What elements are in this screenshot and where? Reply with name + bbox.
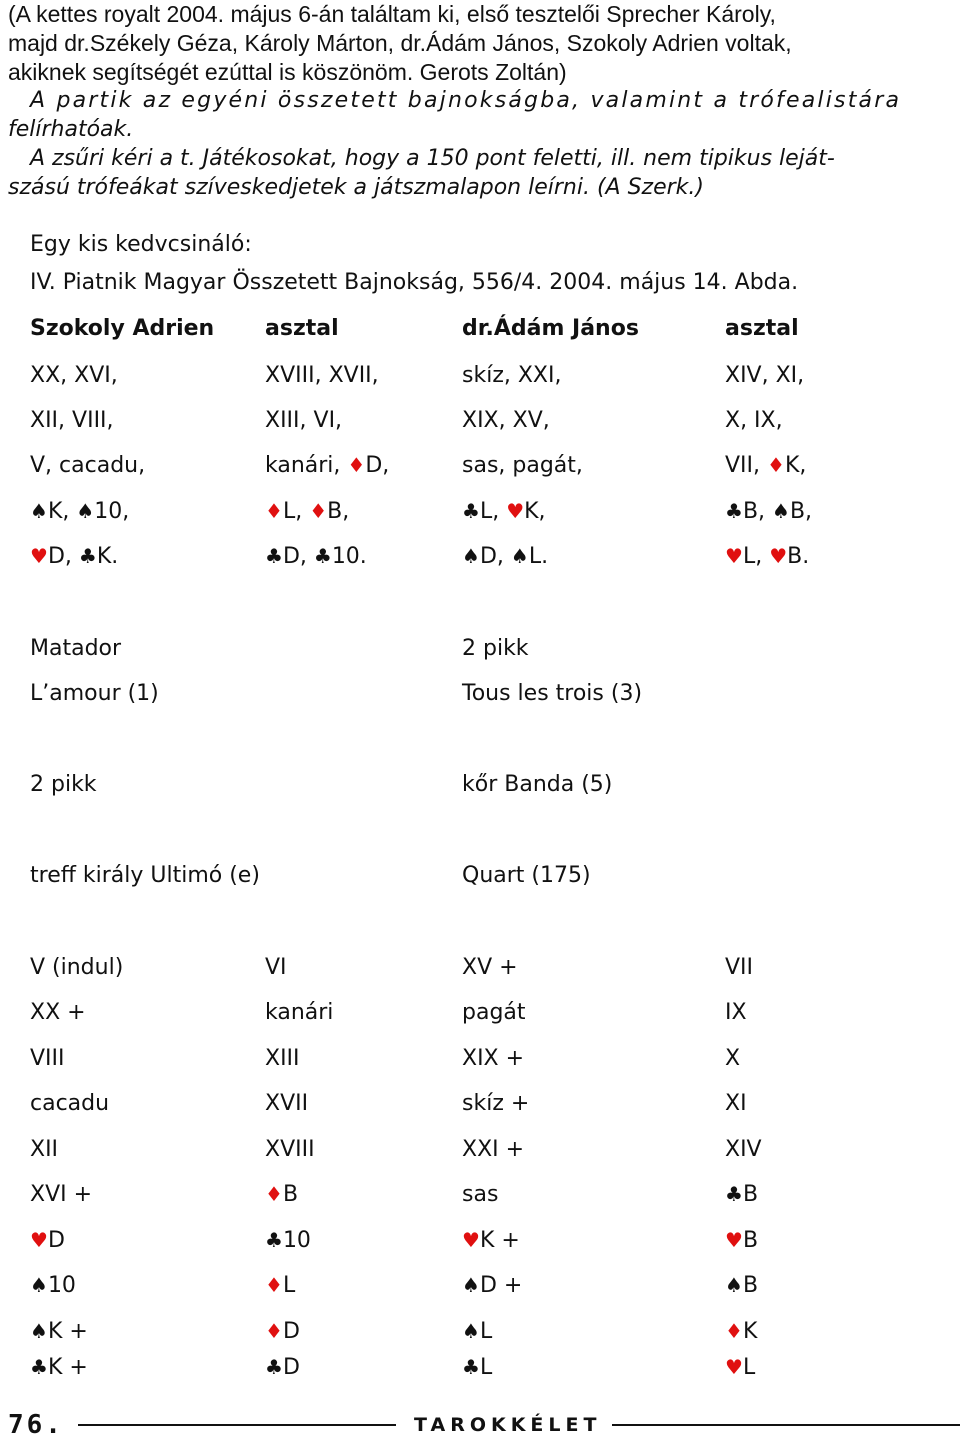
spade-icon: ♠	[462, 1319, 480, 1343]
deal-cell: X, IX,	[725, 408, 783, 433]
play-cell: XI	[725, 1091, 747, 1116]
play-cell: ♣D	[265, 1355, 300, 1380]
club-icon: ♣	[265, 1355, 283, 1379]
spade-icon: ♠	[76, 499, 95, 523]
play-cell: XIV	[725, 1137, 762, 1162]
play-cell: IX	[725, 1000, 747, 1025]
spade-icon: ♠	[725, 1273, 743, 1297]
play-cell: XIII	[265, 1046, 300, 1071]
heart-icon: ♥	[30, 1228, 48, 1252]
play-cell: ♦B	[265, 1182, 299, 1207]
play-cell: VII	[725, 955, 754, 980]
club-icon: ♣	[462, 499, 480, 523]
teaser-heading: Egy kis kedvcsináló:	[30, 232, 252, 257]
play-cell: ♥B	[725, 1228, 759, 1253]
diamond-icon: ♦	[347, 453, 366, 477]
play-cell: ♠10	[30, 1273, 76, 1298]
diamond-icon: ♦	[265, 1273, 283, 1297]
play-cell: ♠D +	[462, 1273, 523, 1298]
deal-cell: kanári, ♦D,	[265, 453, 390, 478]
deal-cell: XII, VIII,	[30, 408, 114, 433]
bid-cell: Quart (175)	[462, 863, 591, 888]
deal-cell: skíz, XXI,	[462, 363, 562, 388]
play-cell: XV +	[462, 955, 518, 980]
play-cell: VI	[265, 955, 287, 980]
intro-line-6: A zsűri kéri a t. Játékosokat, hogy a 150 pont feletti, ill. nem tipikus leját-	[30, 146, 835, 171]
play-cell: ♠L	[462, 1319, 493, 1344]
play-cell: XVIII	[265, 1137, 315, 1162]
bid-cell: 2 pikk	[462, 636, 529, 661]
diamond-icon: ♦	[265, 499, 283, 523]
club-icon: ♣	[462, 1355, 480, 1379]
diamond-icon: ♦	[309, 499, 328, 523]
play-cell: cacadu	[30, 1091, 110, 1116]
play-cell: VIII	[30, 1046, 65, 1071]
spade-icon: ♠	[462, 1273, 480, 1297]
footer-rule-right	[612, 1424, 960, 1426]
deal-cell: XVIII, XVII,	[265, 363, 379, 388]
footer-rule-left	[78, 1424, 396, 1426]
play-cell: ♥K +	[462, 1228, 520, 1253]
deal-cell: XIV, XI,	[725, 363, 805, 388]
club-icon: ♣	[30, 1355, 48, 1379]
bid-cell: Matador	[30, 636, 122, 661]
deal-cell: ♣L, ♥K,	[462, 499, 546, 524]
bid-cell: Tous les trois (3)	[462, 681, 643, 706]
header-player-2: dr.Ádám János	[462, 316, 639, 341]
deal-cell: XX, XVI,	[30, 363, 118, 388]
magazine-title: TAROKKÉLET	[414, 1414, 602, 1436]
play-cell: ♣B	[725, 1182, 759, 1207]
play-cell: ♦K	[725, 1319, 758, 1344]
bid-cell: 2 pikk	[30, 772, 97, 797]
heart-icon: ♥	[30, 544, 48, 568]
play-cell: XXI +	[462, 1137, 525, 1162]
heart-icon: ♥	[462, 1228, 480, 1252]
play-cell: XVI +	[30, 1182, 93, 1207]
club-icon: ♣	[725, 499, 743, 523]
deal-cell: ♠D, ♠L.	[462, 544, 549, 569]
deal-cell: ♥L, ♥B.	[725, 544, 810, 569]
play-cell: XVII	[265, 1091, 309, 1116]
play-cell: ♥L	[725, 1355, 756, 1380]
play-cell: V (indul)	[30, 955, 124, 980]
spade-icon: ♠	[30, 499, 48, 523]
play-cell: ♣10	[265, 1228, 311, 1253]
bid-cell: treff király Ultimó (e)	[30, 863, 260, 888]
spade-icon: ♠	[462, 544, 480, 568]
deal-cell: ♥D, ♣K.	[30, 544, 119, 569]
play-cell: ♠B	[725, 1273, 759, 1298]
club-icon: ♣	[265, 544, 283, 568]
heart-icon: ♥	[725, 1355, 743, 1379]
play-cell: kanári	[265, 1000, 334, 1025]
deal-cell: ♦L, ♦B,	[265, 499, 350, 524]
heart-icon: ♥	[506, 499, 525, 523]
diamond-icon: ♦	[725, 1319, 743, 1343]
club-icon: ♣	[265, 1228, 283, 1252]
diamond-icon: ♦	[767, 453, 785, 477]
intro-line-5: felírhatóak.	[8, 117, 134, 142]
spade-icon: ♠	[510, 544, 529, 568]
play-cell: ♠K +	[30, 1319, 88, 1344]
header-table-1: asztal	[265, 316, 339, 341]
intro-line-4: A partik az egyéni összetett bajnokságba, valamint a trófealistára	[30, 88, 902, 113]
heart-icon: ♥	[725, 544, 743, 568]
deal-cell: XIII, VI,	[265, 408, 343, 433]
bid-cell: kőr Banda (5)	[462, 772, 613, 797]
play-cell: skíz +	[462, 1091, 530, 1116]
deal-cell: XIX, XV,	[462, 408, 550, 433]
deal-cell: ♠K, ♠10,	[30, 499, 130, 524]
club-icon: ♣	[313, 544, 332, 568]
play-cell: sas	[462, 1182, 499, 1207]
diamond-icon: ♦	[265, 1182, 283, 1206]
play-cell: X	[725, 1046, 741, 1071]
play-cell: ♣L	[462, 1355, 493, 1380]
heart-icon: ♥	[725, 1228, 743, 1252]
event-line: IV. Piatnik Magyar Összetett Bajnokság, 556/4. 2004. május 14. Abda.	[30, 270, 799, 295]
deal-cell: sas, pagát,	[462, 453, 583, 478]
diamond-icon: ♦	[265, 1319, 283, 1343]
deal-cell: V, cacadu,	[30, 453, 146, 478]
play-cell: XII	[30, 1137, 59, 1162]
deal-cell: ♣B, ♠B,	[725, 499, 813, 524]
play-cell: ♣K +	[30, 1355, 88, 1380]
play-cell: ♦D	[265, 1319, 300, 1344]
intro-line-1: (A kettes royalt 2004. május 6-án találtam ki, első tesztelői Sprecher Károly,	[8, 1, 776, 27]
header-table-2: asztal	[725, 316, 799, 341]
play-cell: ♦L	[265, 1273, 296, 1298]
intro-line-2: majd dr.Székely Géza, Károly Márton, dr.Ádám János, Szokoly Adrien voltak,	[8, 30, 792, 56]
play-cell: ♥D	[30, 1228, 65, 1253]
bid-cell: L’amour (1)	[30, 681, 159, 706]
spade-icon: ♠	[772, 499, 790, 523]
page-number: 76.	[8, 1410, 64, 1440]
club-icon: ♣	[78, 544, 97, 568]
deal-cell: VII, ♦K,	[725, 453, 807, 478]
spade-icon: ♠	[30, 1273, 48, 1297]
play-cell: pagát	[462, 1000, 526, 1025]
play-cell: XX +	[30, 1000, 86, 1025]
header-player-1: Szokoly Adrien	[30, 316, 215, 341]
intro-line-3: akiknek segítségét ezúttal is köszönöm. Gerots Zoltán)	[8, 59, 567, 85]
spade-icon: ♠	[30, 1319, 48, 1343]
intro-line-7: szású trófeákat szíveskedjetek a játszmalapon leírni. (A Szerk.)	[8, 175, 704, 200]
play-cell: XIX +	[462, 1046, 525, 1071]
club-icon: ♣	[725, 1182, 743, 1206]
deal-cell: ♣D, ♣10.	[265, 544, 367, 569]
heart-icon: ♥	[769, 544, 788, 568]
